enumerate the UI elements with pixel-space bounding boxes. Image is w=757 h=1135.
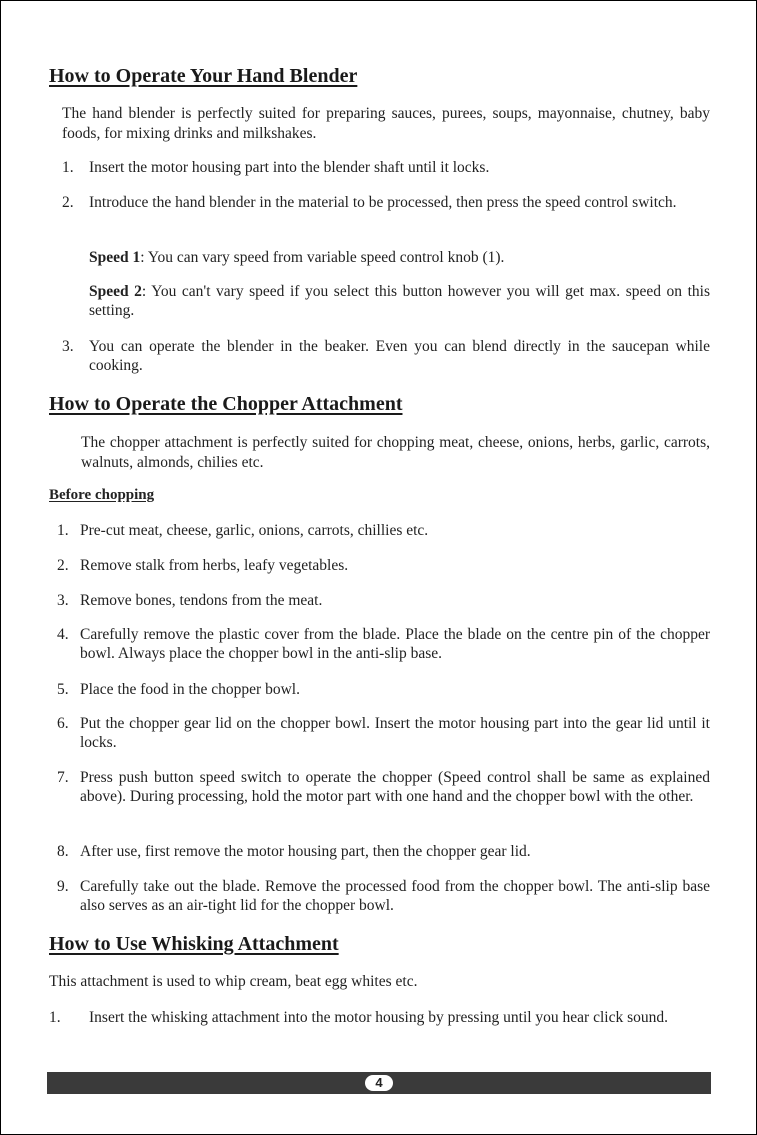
list-item — [57, 768, 710, 806]
list-item — [57, 714, 710, 752]
page-number: 4 — [365, 1075, 393, 1091]
list-item — [49, 1008, 710, 1027]
list-item-number: 3. — [62, 338, 74, 355]
list-item-text: Place the food in the chopper bowl. — [80, 681, 300, 698]
before-chopping-heading: Before chopping — [49, 487, 155, 503]
list-item-number: 5. — [57, 681, 69, 698]
list-item-number: 6. — [57, 715, 69, 732]
speed-1-note — [89, 248, 710, 267]
list-item-text: Pre-cut meat, cheese, garlic, onions, carrots, chillies etc. — [80, 522, 429, 539]
list-item-text: Carefully remove the plastic cover from the blade. Place the blade on the centre pin of the chopper bowl. Always place the chopper bowl in the anti-slip base. — [80, 626, 710, 662]
list-item-text: Insert the whisking attachment into the motor housing by pressing until you hear click sound. — [89, 1009, 669, 1026]
list-item-text: Remove bones, tendons from the meat. — [80, 592, 323, 609]
list-item-number: 3. — [57, 592, 69, 609]
footer-bar — [47, 1072, 711, 1094]
section-title-chopper: How to Operate the Chopper Attachment — [49, 393, 403, 415]
list-item-text: After use, first remove the motor housing part, then the chopper gear lid. — [80, 843, 531, 860]
list-item-number: 9. — [57, 878, 69, 895]
list-item-number: 4. — [57, 626, 69, 643]
speed-1-label: Speed 1 — [89, 249, 141, 266]
hand-blender-intro: The hand blender is perfectly suited for preparing sauces, purees, soups, mayonnaise, chutney, baby foods, for mixing drinks and milkshakes. — [62, 105, 710, 142]
list-item — [57, 625, 710, 663]
list-item — [62, 337, 710, 375]
list-item-text: Put the chopper gear lid on the chopper bowl. Insert the motor housing part into the gear lid until it locks. — [80, 715, 710, 751]
section-title-hand-blender: How to Operate Your Hand Blender — [49, 65, 358, 87]
list-item-text: Introduce the hand blender in the material to be processed, then press the speed control switch. — [89, 194, 677, 211]
section-title-whisking: How to Use Whisking Attachment — [49, 933, 339, 955]
list-item — [57, 680, 710, 699]
list-item-text: You can operate the blender in the beaker. Even you can blend directly in the saucepan while cooking. — [89, 338, 710, 374]
list-item-text: Remove stalk from herbs, leafy vegetables. — [80, 557, 349, 574]
list-item — [57, 591, 710, 610]
list-item-number: 7. — [57, 769, 69, 786]
list-item — [62, 158, 710, 177]
list-item-number: 2. — [62, 194, 74, 211]
list-item-number: 1. — [49, 1009, 61, 1026]
chopper-intro: The chopper attachment is perfectly suited for chopping meat, cheese, onions, herbs, garlic, carrots, walnuts, almonds, chilies etc. — [81, 434, 710, 471]
list-item-text: Carefully take out the blade. Remove the processed food from the chopper bowl. The anti-slip base also serves as an air-tight lid for the chopper bowl. — [80, 878, 710, 914]
whisking-intro: This attachment is used to whip cream, beat egg whites etc. — [49, 973, 418, 990]
speed-2-label: Speed 2 — [89, 283, 142, 300]
list-item — [62, 193, 710, 212]
speed-2-note — [89, 282, 710, 320]
list-item — [57, 556, 710, 575]
list-item-number: 8. — [57, 843, 69, 860]
speed-1-text: : You can vary speed from variable speed control knob (1). — [140, 249, 505, 266]
list-item — [57, 877, 710, 915]
list-item — [57, 842, 710, 861]
speed-2-text: : You can't vary speed if you select this button however you will get max. speed on this setting. — [89, 283, 710, 319]
list-item-number: 2. — [57, 557, 69, 574]
list-item-text: Insert the motor housing part into the blender shaft until it locks. — [89, 159, 490, 176]
list-item — [57, 521, 710, 540]
list-item-number: 1. — [57, 522, 69, 539]
list-item-number: 1. — [62, 159, 74, 176]
list-item-text: Press push button speed switch to operate the chopper (Speed control shall be same as explained above). During processing, hold the motor part with one hand and the chopper bowl with the other. — [80, 769, 710, 805]
